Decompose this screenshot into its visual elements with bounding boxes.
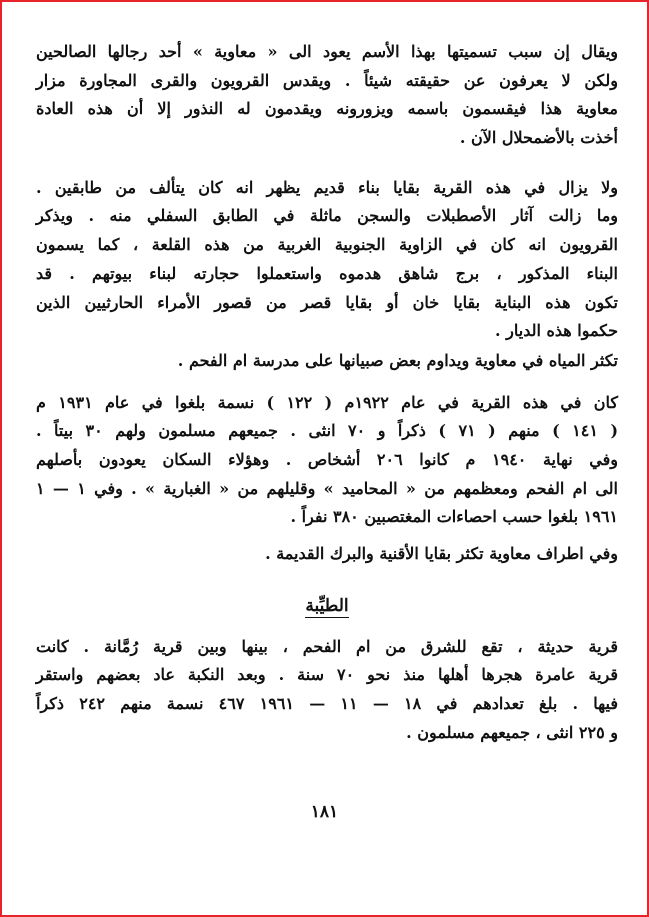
text-line: ولا يزال في هذه القرية بقايا بناء قديم يظهر انه كان يتألف من طابقين . bbox=[36, 177, 618, 197]
text-line: قرية حديثة ، تقع للشرق من ام الفحم ، بينها وبين قرية رُمَّانة . كانت bbox=[36, 636, 618, 656]
text-line: و ٢٢٥ انثى ، جميعهم مسلمون . bbox=[406, 722, 618, 742]
text-line: تكثر المياه في معاوية ويداوم بعض صبيانها على مدرسة ام الفحم . bbox=[177, 350, 618, 370]
text-line: كان في هذه القرية في عام ١٩٢٢م ( ١٢٢ ) نسمة بلغوا في عام ١٩٣١ م bbox=[36, 392, 619, 412]
paragraph-al-tayyiba bbox=[36, 633, 618, 748]
text-line: معاوية هذا فيقسمون باسمه ويزورونه ويقدمون له النذور إلا أن هذه العادة bbox=[36, 99, 618, 119]
text-line: وما زالت آثار الأصطبلات والسجن ماثلة في الطابق السفلي منه . ويذكر bbox=[36, 206, 618, 226]
text-line: القرويون انه كان في الزاوية الجنوبية الغربية من هذه القلعة ، كما يسمون bbox=[36, 235, 618, 255]
text-line: ( ١٤١ ) منهم ( ٧١ ) ذكراً و ٧٠ انثى . جميعهم مسلمون ولهم ٣٠ بيتاً . bbox=[36, 421, 619, 441]
text-line: البناء المذكور ، برج شاهق هدموه واستعملوا حجارته لبناء بيوتهم . قد bbox=[36, 263, 618, 283]
text-line: ويقال إن سبب تسميتها بهذا الأسم يعود الى « معاوية » أحد رجالها الصالحين bbox=[36, 42, 619, 61]
text-line: حكموا هذه الديار . bbox=[495, 321, 618, 341]
section-heading-text: الطيِّبة bbox=[305, 595, 349, 616]
page-text bbox=[36, 38, 618, 747]
paragraph-old-building bbox=[36, 174, 618, 346]
text-line: أخذت بالأضمحلال الآن . bbox=[459, 128, 618, 148]
text-line: قرية عامرة هجرها أهلها منذ نحو ٧٠ سنة . وبعد النكبة عاد بعضهم واستقر bbox=[36, 665, 618, 685]
text-line: ولكن لا يعرفون عن حقيقته شيئاً . ويقدس القرويون والقرى المجاورة مزار bbox=[36, 70, 618, 90]
text-line: الى ام الفحم ومعظمهم من « المحاميد » وقليلهم من « الغبارية » . وفي ١ — ١ bbox=[36, 478, 619, 498]
page-number: ١٨١ bbox=[310, 802, 339, 822]
text-line: وفي نهاية ١٩٤٠ م كانوا ٢٠٦ أشخاص . وهؤلاء السكان يعودون بأصلهم bbox=[36, 449, 618, 469]
text-line: فيها . بلغ تعدادهم في ١٨ — ١١ — ١٩٦١ ٤٦٧ نسمة منهم ٢٤٢ ذكراً bbox=[36, 694, 619, 714]
paragraph-muawiya-name-origin bbox=[36, 38, 618, 153]
paragraph-population bbox=[36, 389, 618, 532]
paragraph-water-school bbox=[36, 347, 618, 376]
text-line: تكون هذه البناية بقايا خان أو بقايا قصر من قصور الأمراء الحارثيين الذين bbox=[36, 292, 618, 312]
text-line: وفي اطراف معاوية تكثر بقايا الأقنية والبرك القديمة . bbox=[265, 544, 618, 563]
text-line: ١٩٦١ بلغوا حسب احصاءات المغتصبين ٣٨٠ نفراً . bbox=[290, 507, 618, 527]
section-heading bbox=[36, 591, 618, 621]
paragraph-channels-pools bbox=[36, 540, 618, 569]
